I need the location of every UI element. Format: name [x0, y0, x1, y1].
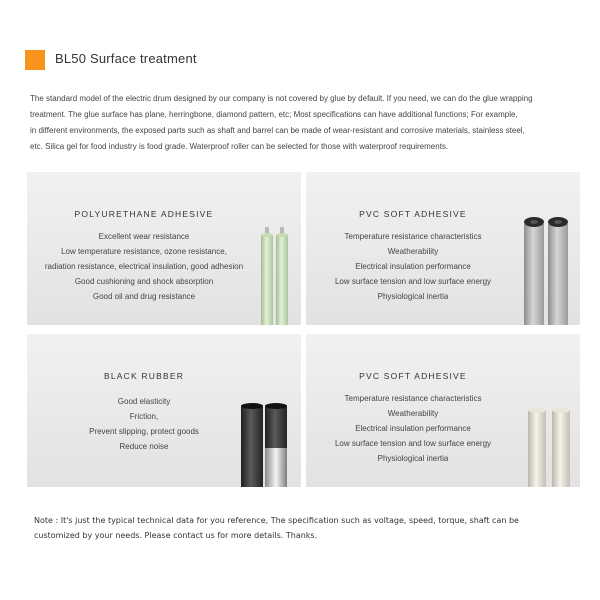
feature-item: Temperature resistance characteristics [344, 232, 482, 241]
gray-pvc-rollers-icon [520, 214, 580, 325]
feature-item: radiation resistance, electrical insulation, good adhesion [44, 262, 244, 271]
feature-item: Good elasticity [117, 397, 171, 406]
feature-item: Weatherability [387, 409, 439, 418]
intro-line: treatment. The glue surface has plane, herringbone, diamond pattern, etc; Most specifications can have additional functions; For example, [30, 110, 518, 119]
intro-paragraph [30, 91, 580, 155]
feature-item: Low surface tension and low surface energy [334, 277, 492, 286]
feature-item: Physiological inertia [377, 454, 449, 463]
feature-item: Weatherability [387, 247, 439, 256]
panel-title: PVC SOFT ADHESIVE [359, 209, 467, 219]
intro-line: The standard model of the electric drum designed by our company is not covered by glue by default. If you need, we can do the glue wrapping [30, 94, 533, 103]
feature-item: Low temperature resistance, ozone resistance, [61, 247, 227, 256]
note-text [34, 513, 574, 543]
note-line: customized by your needs. Please contact us for more details. Thanks. [34, 531, 318, 540]
panel-black-rubber [27, 334, 301, 487]
black-rubber-rollers-icon [237, 402, 301, 487]
feature-item: Prevent slipping, protect goods [89, 427, 199, 436]
panel-pvc-soft-adhesive [306, 172, 580, 325]
section-header [25, 50, 425, 70]
white-pvc-rollers-icon [524, 404, 580, 487]
feature-item: Electrical insulation performance [355, 424, 471, 433]
feature-item: Electrical insulation performance [355, 262, 471, 271]
panel-pvc-soft-adhesive-white [306, 334, 580, 487]
panel-title: BLACK RUBBER [103, 371, 185, 381]
note-line: Note : It's just the typical technical data for you reference, The specification such as voltage, speed, torque, shaft can be [34, 516, 519, 525]
feature-list [27, 229, 261, 304]
feature-list [306, 229, 520, 304]
feature-list [27, 394, 261, 454]
section-title: BL50 Surface treatment [55, 51, 197, 66]
orange-square-icon [25, 50, 45, 70]
intro-line: etc. Silica gel for food industry is food grade. Waterproof roller can be selected for those with waterproof requirements. [30, 142, 449, 151]
panel-title: POLYURETHANE ADHESIVE [74, 209, 214, 219]
feature-item: Good oil and drug resistance [92, 292, 196, 301]
green-polyurethane-rollers-icon [257, 227, 293, 325]
feature-item: Friction, [129, 412, 159, 421]
feature-item: Reduce noise [119, 442, 169, 451]
feature-item: Physiological inertia [377, 292, 449, 301]
panel-polyurethane-adhesive [27, 172, 301, 325]
panel-title: PVC SOFT ADHESIVE [359, 371, 467, 381]
intro-line: in different environments, the exposed parts such as shaft and barrel can be made of wear-resistant and corrosive materials, stainless steel, [30, 126, 525, 135]
feature-item: Low surface tension and low surface energy [334, 439, 492, 448]
feature-item: Temperature resistance characteristics [344, 394, 482, 403]
feature-item: Good cushioning and shock absorption [74, 277, 214, 286]
feature-item: Excellent wear resistance [98, 232, 190, 241]
feature-list [306, 391, 520, 466]
